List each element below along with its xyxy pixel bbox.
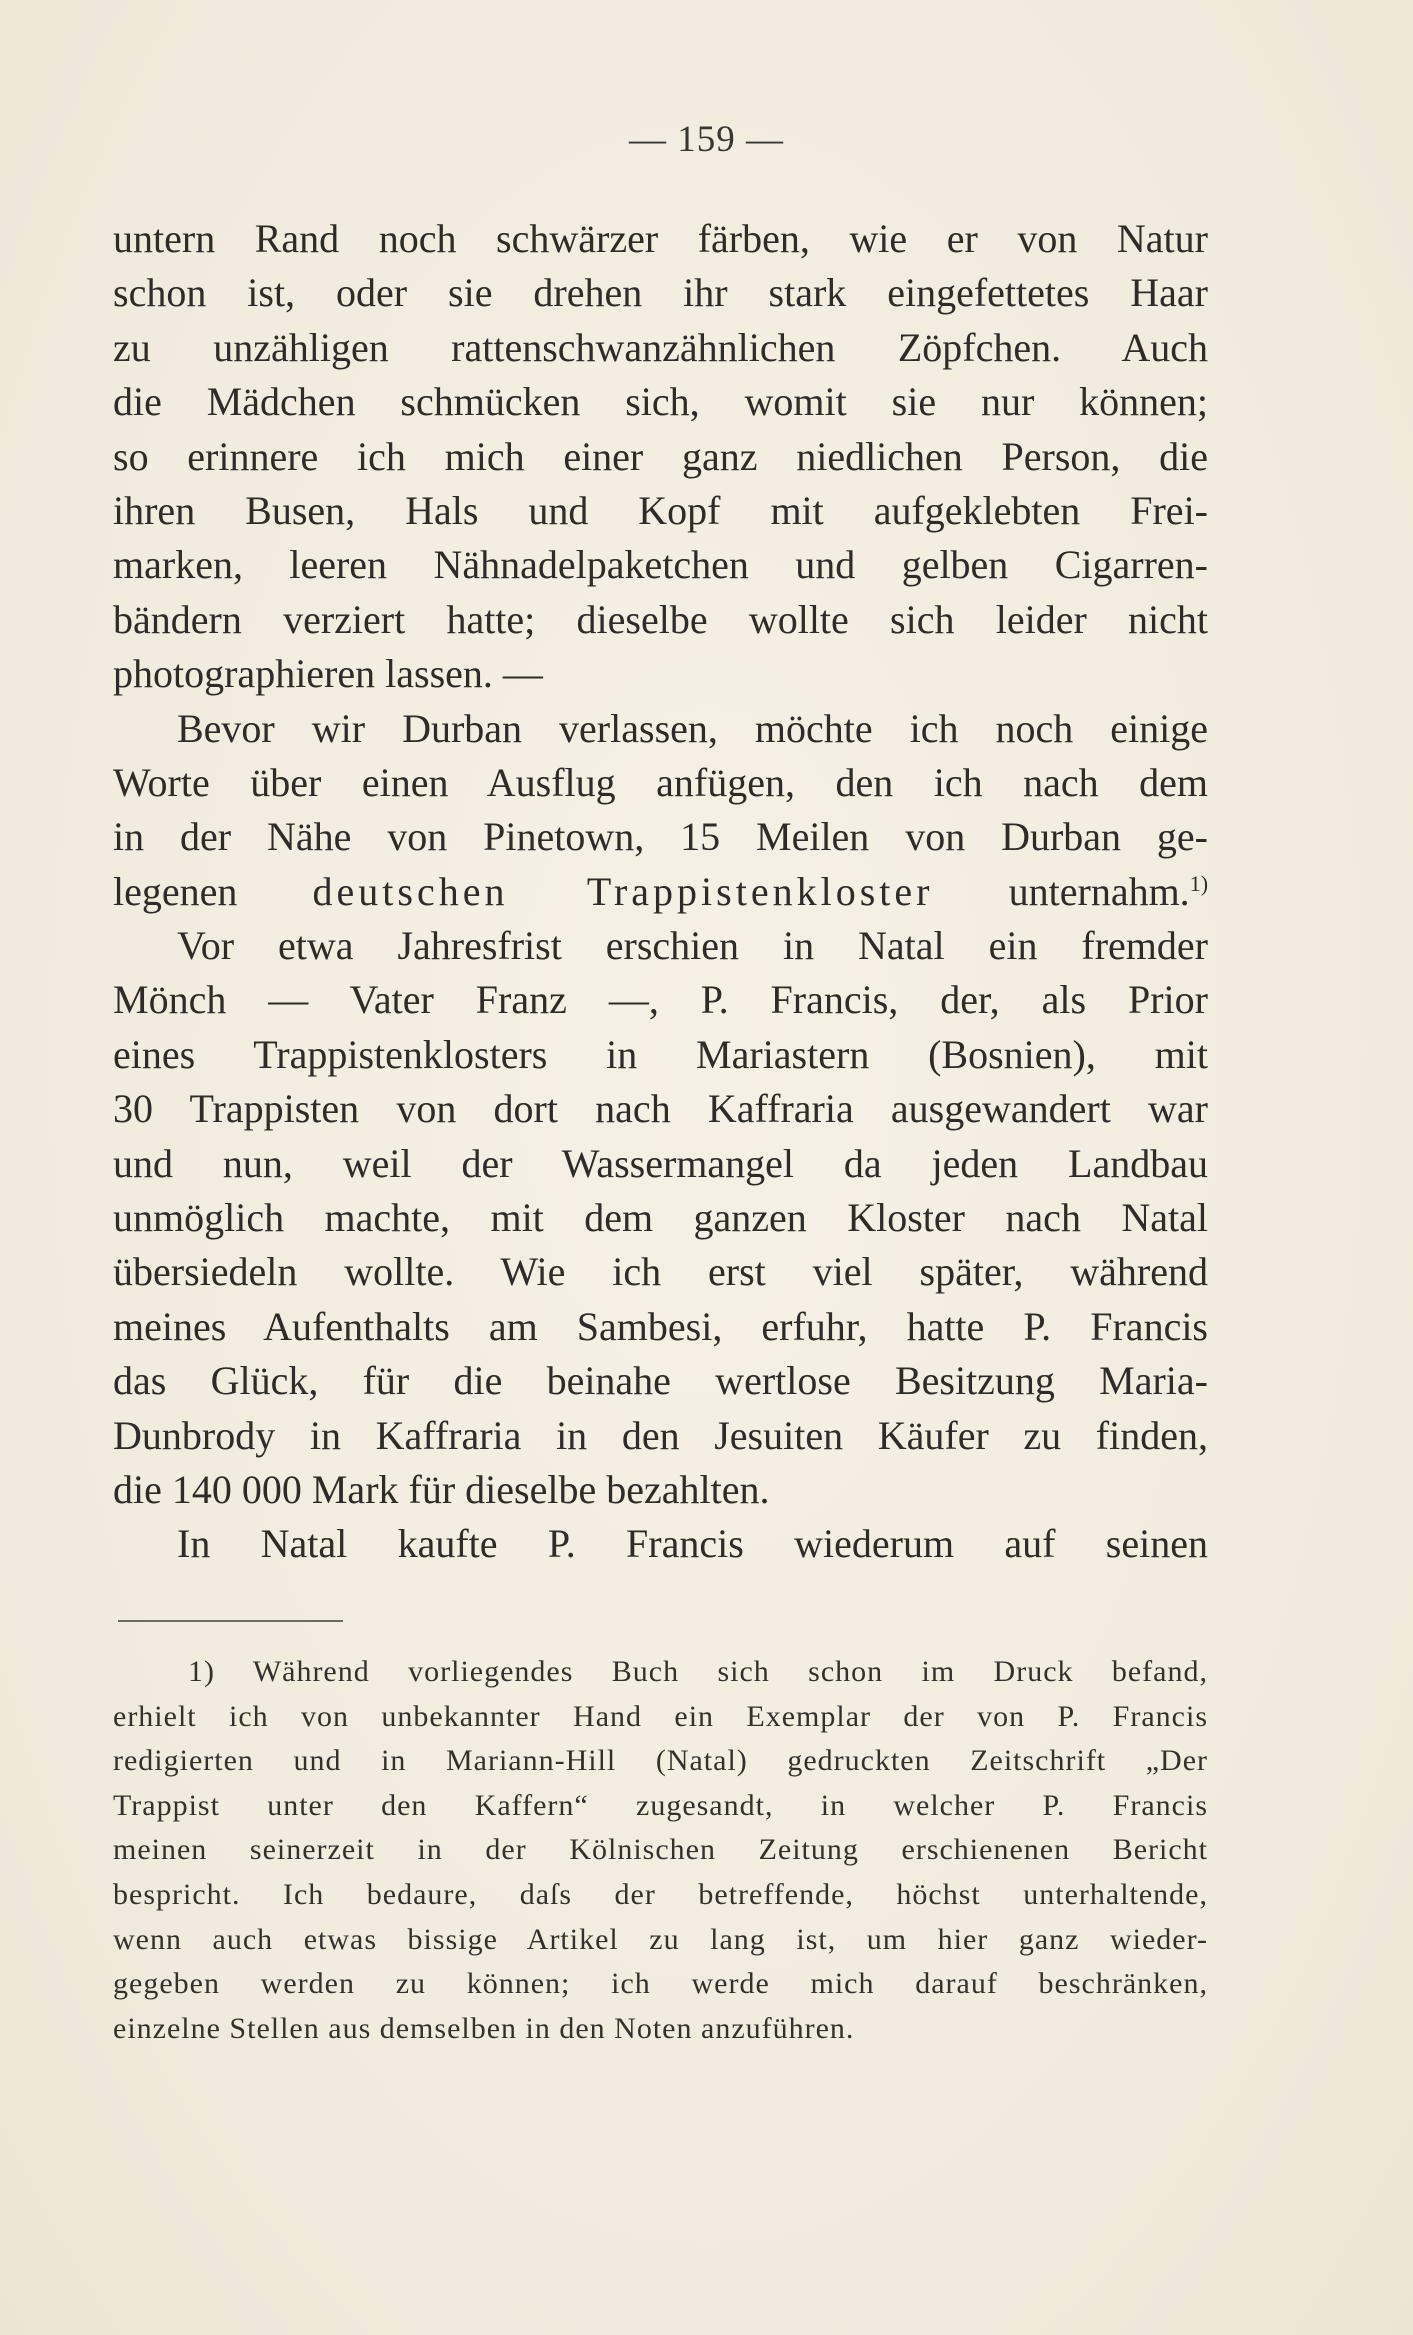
text-line: in der Nähe von Pinetown, 15 Meilen von Durban ge- <box>113 814 1208 860</box>
text-line: zu unzähligen rattenschwanzähnlichen Zöpfchen. Auch <box>113 324 1208 370</box>
text-line: Bevor wir Durban verlassen, möchte ich noch einige <box>177 705 1208 751</box>
text-line: die Mädchen schmücken sich, womit sie nur können; <box>113 379 1208 425</box>
text-line: photographieren lassen. — <box>113 651 543 697</box>
text-line: Worte über einen Ausflug anfügen, den ich nach dem <box>113 759 1208 805</box>
footnote-marker: 1) <box>1189 870 1209 896</box>
text-line: Vor etwa Jahresfrist erschien in Natal ein fremder <box>177 923 1208 969</box>
text-line <box>113 865 1208 919</box>
text-line: und nun, weil der Wassermangel da jeden Landbau <box>113 1140 1208 1186</box>
text-line: marken, leeren Nähnadelpaketchen und gelben Cigarren- <box>113 542 1208 588</box>
footnote-line: erhielt ich von unbekannter Hand ein Exemplar der von P. Francis <box>113 1699 1208 1733</box>
text-line: das Glück, für die beinahe wertlose Besitzung Maria- <box>113 1358 1208 1404</box>
footnote-divider <box>118 1620 343 1622</box>
text-line: so erinnere ich mich einer ganz niedlichen Person, die <box>113 433 1208 479</box>
spaced-emphasis: deutschen Trappistenkloster <box>312 868 934 914</box>
text-line: übersiedeln wollte. Wie ich erst viel später, während <box>113 1249 1208 1295</box>
text-line: In Natal kaufte P. Francis wiederum auf seinen <box>177 1521 1208 1567</box>
text-line: ihren Busen, Hals und Kopf mit aufgeklebten Frei- <box>113 487 1208 533</box>
text-word: unternahm. <box>1008 868 1190 914</box>
text-line: 30 Trappisten von dort nach Kaffraria ausgewandert war <box>113 1086 1208 1132</box>
footnote-line: wenn auch etwas bissige Artikel zu lang ist, um hier ganz wieder- <box>113 1922 1208 1956</box>
text-line: schon ist, oder sie drehen ihr stark eingefettetes Haar <box>113 270 1208 316</box>
text-line: meines Aufenthalts am Sambesi, erfuhr, hatte P. Francis <box>113 1303 1208 1349</box>
text-line: eines Trappistenklosters in Mariastern (Bosnien), mit <box>113 1031 1208 1077</box>
footnote-line: meinen seinerzeit in der Kölnischen Zeitung erschienenen Bericht <box>113 1833 1208 1867</box>
page-number: — 159 — <box>629 119 784 160</box>
footnote-line: Trappist unter den Kaffern“ zugesandt, in welcher P. Francis <box>113 1788 1208 1822</box>
text-line: unmöglich machte, mit dem ganzen Kloster nach Natal <box>113 1195 1208 1241</box>
text-line: die 140 000 Mark für dieselbe bezahlten. <box>113 1466 770 1512</box>
text-line: untern Rand noch schwärzer färben, wie er von Natur <box>113 216 1208 261</box>
footnote-line: einzelne Stellen aus demselben in den Noten anzuführen. <box>113 2011 855 2045</box>
footnote-line: redigierten und in Mariann-Hill (Natal) gedruckten Zeitschrift „Der <box>113 1744 1208 1778</box>
text-line: Mönch — Vater Franz —, P. Francis, der, als Prior <box>113 977 1208 1023</box>
text-line: bändern verziert hatte; dieselbe wollte sich leider nicht <box>113 596 1208 642</box>
text-line: Dunbrody in Kaffraria in den Jesuiten Käufer zu finden, <box>113 1412 1208 1458</box>
text-word: legenen <box>113 868 238 914</box>
footnote-line: bespricht. Ich bedaure, daſs der betreffende, höchst unterhaltende, <box>113 1877 1208 1911</box>
footnote-line: 1) Während vorliegendes Buch sich schon im Druck befand, <box>188 1655 1208 1688</box>
body-text <box>113 212 1208 1572</box>
footnote-block <box>113 1650 1208 2051</box>
footnote-line: gegeben werden zu können; ich werde mich darauf beschränken, <box>113 1967 1208 2001</box>
